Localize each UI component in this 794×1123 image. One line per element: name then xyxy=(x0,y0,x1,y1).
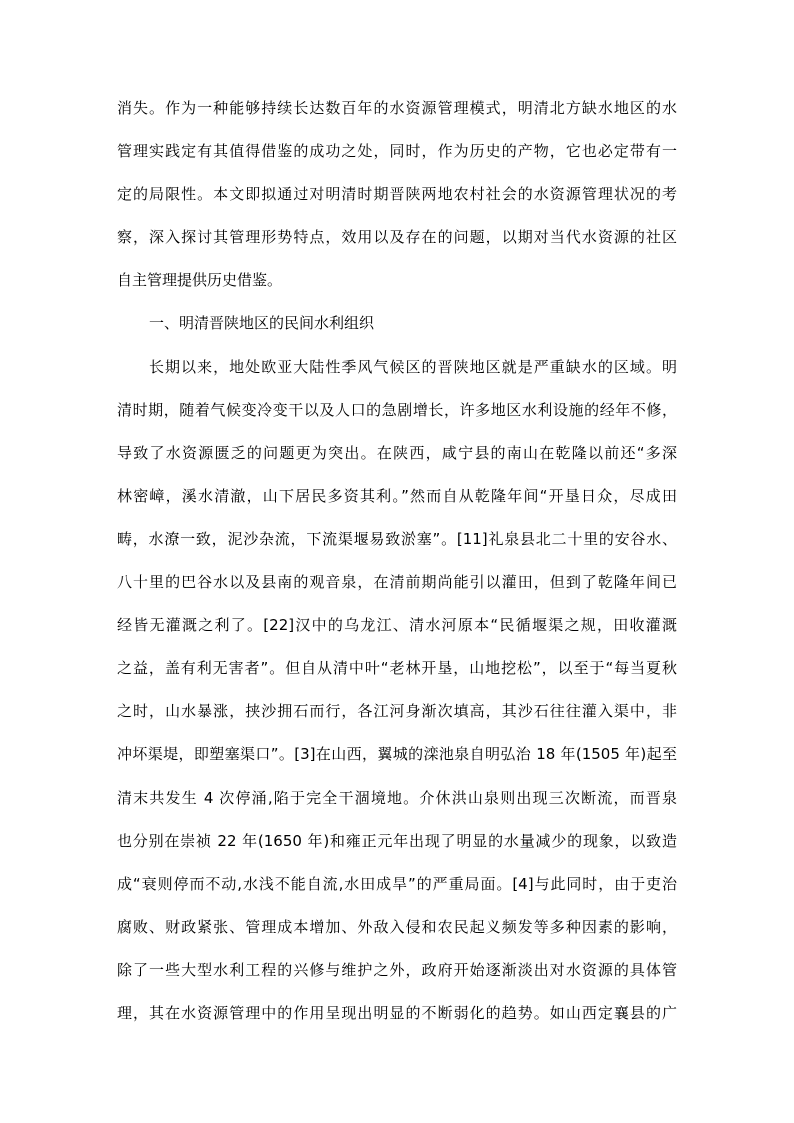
paragraph-line: 成“衰则停而不动,水浅不能自流,水田成旱”的严重局面。[4]与此同时，由于吏治 xyxy=(117,874,677,893)
paragraph-line: 也分别在崇祯 22 年(1650 年)和雍正元年出现了明显的水量减少的现象，以致造 xyxy=(117,831,677,850)
paragraph-line: 畴，水潦一致，泥沙杂流，下流渠堰易致淤塞”。[11]礼泉县北二十里的安谷水、 xyxy=(117,529,677,548)
paragraph-line: 清末共发生 4 次停涌,陷于完全干涸境地。介休洪山泉则出现三次断流，而晋泉 xyxy=(117,788,677,807)
body-text xyxy=(117,99,677,1047)
paragraph-line: 消失。作为一种能够持续长达数百年的水资源管理模式，明清北方缺水地区的水 xyxy=(117,99,677,117)
paragraph-line: 八十里的巴谷水以及县南的观音泉，在清前期尚能引以灌田，但到了乾隆年间已 xyxy=(117,573,677,592)
paragraph-line: 定的局限性。本文即拟通过对明清时期晋陕两地农村社会的水资源管理状况的考 xyxy=(117,185,677,204)
paragraph-line: 导致了水资源匮乏的问题更为突出。在陕西，咸宁县的南山在乾隆以前还“多深 xyxy=(117,443,677,462)
paragraph-line: 自主管理提供历史借鉴。 xyxy=(117,271,283,290)
paragraph-line: 察，深入探讨其管理形势特点，效用以及存在的问题，以期对当代水资源的社区 xyxy=(117,228,677,247)
paragraph-line: 冲坏渠堤，即塑塞渠口”。[3]在山西，翼城的滦池泉自明弘治 18 年(1505 年)起至 xyxy=(117,745,677,764)
paragraph-line: 之益，盖有利无害者”。但自从清中叶“老林开垦，山地挖松”，以至于“每当夏秋 xyxy=(117,659,677,678)
paragraph-line: 林密嶂，溪水清澈，山下居民多资其利。”然而自从乾隆年间“开垦日众，尽成田 xyxy=(117,486,677,505)
paragraph-line: 腐败、财政紧张、管理成本增加、外敌入侵和农民起义频发等多种因素的影响， xyxy=(117,917,677,936)
paragraph-line: 理，其在水资源管理中的作用呈现出明显的不断弱化的趋势。如山西定襄县的广 xyxy=(117,1003,677,1022)
section-heading: 一、明清晋陕地区的民间水利组织 xyxy=(149,314,375,333)
paragraph-line: 长期以来，地处欧亚大陆性季风气候区的晋陕地区就是严重缺水的区域。明 xyxy=(149,357,677,376)
paragraph-line: 除了一些大型水利工程的兴修与维护之外，政府开始逐渐淡出对水资源的具体管 xyxy=(117,960,677,979)
paragraph-line: 管理实践定有其值得借鉴的成功之处，同时，作为历史的产物，它也必定带有一 xyxy=(117,142,677,161)
paragraph-line: 清时期，随着气候变冷变干以及人口的急剧增长，许多地区水利设施的经年不修， xyxy=(117,400,677,419)
paragraph-line: 经皆无灌溉之利了。[22]汉中的乌龙江、清水河原本“民循堰渠之规，田收灌溉 xyxy=(117,616,677,635)
paragraph-line: 之时，山水暴涨，挟沙拥石而行，各江河身渐次填高，其沙石往往灌入渠中，非 xyxy=(117,702,677,721)
